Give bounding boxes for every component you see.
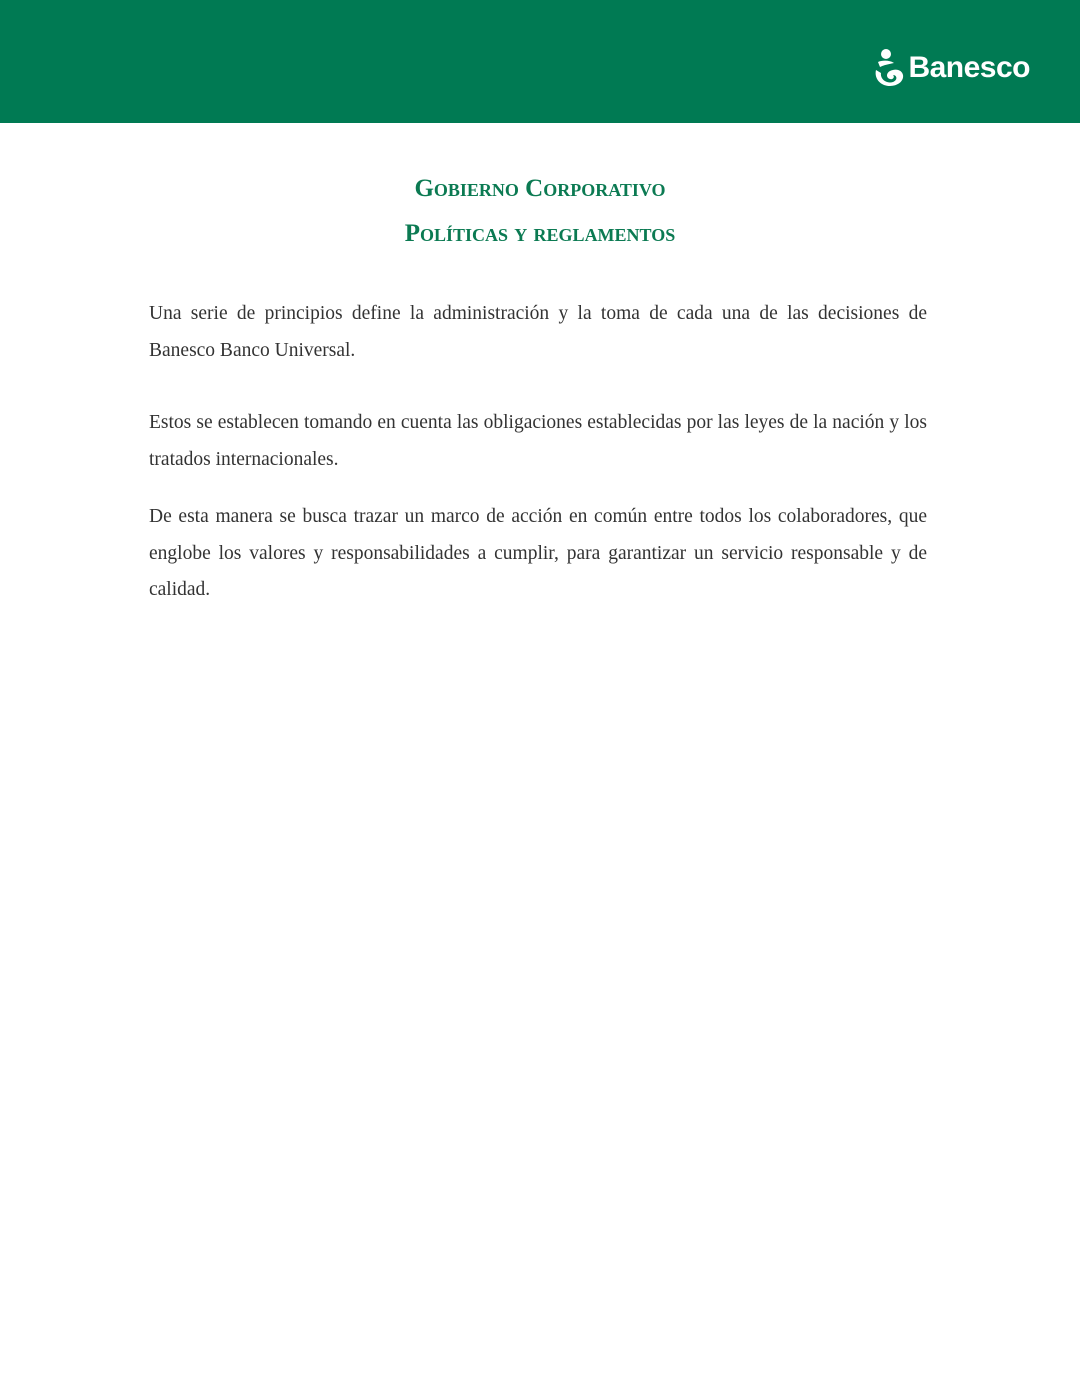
banesco-logo [872,48,1030,88]
paragraph-obligations: Estos se establecen tomando en cuenta las obligaciones establecidas por las leyes de la nación y los tratados internacionales. [149,412,927,470]
header-band [0,0,1080,123]
paragraph-principles: Una serie de principios define la administración y la toma de cada una de las decisiones de Banesco Banco Universal. [149,303,927,361]
banesco-figure-icon [872,48,906,88]
logo-text: Banesco [908,51,1030,84]
page-title: Gobierno Corporativo [414,175,666,202]
paragraph-action-framework: De esta manera se busca trazar un marco de acción en común entre todos los colaboradores, que englobe los valores y responsabilidades a cumplir, para garantizar un servicio responsable y de calidad. [149,506,927,600]
page-subtitle: Políticas y reglamentos [404,220,676,247]
